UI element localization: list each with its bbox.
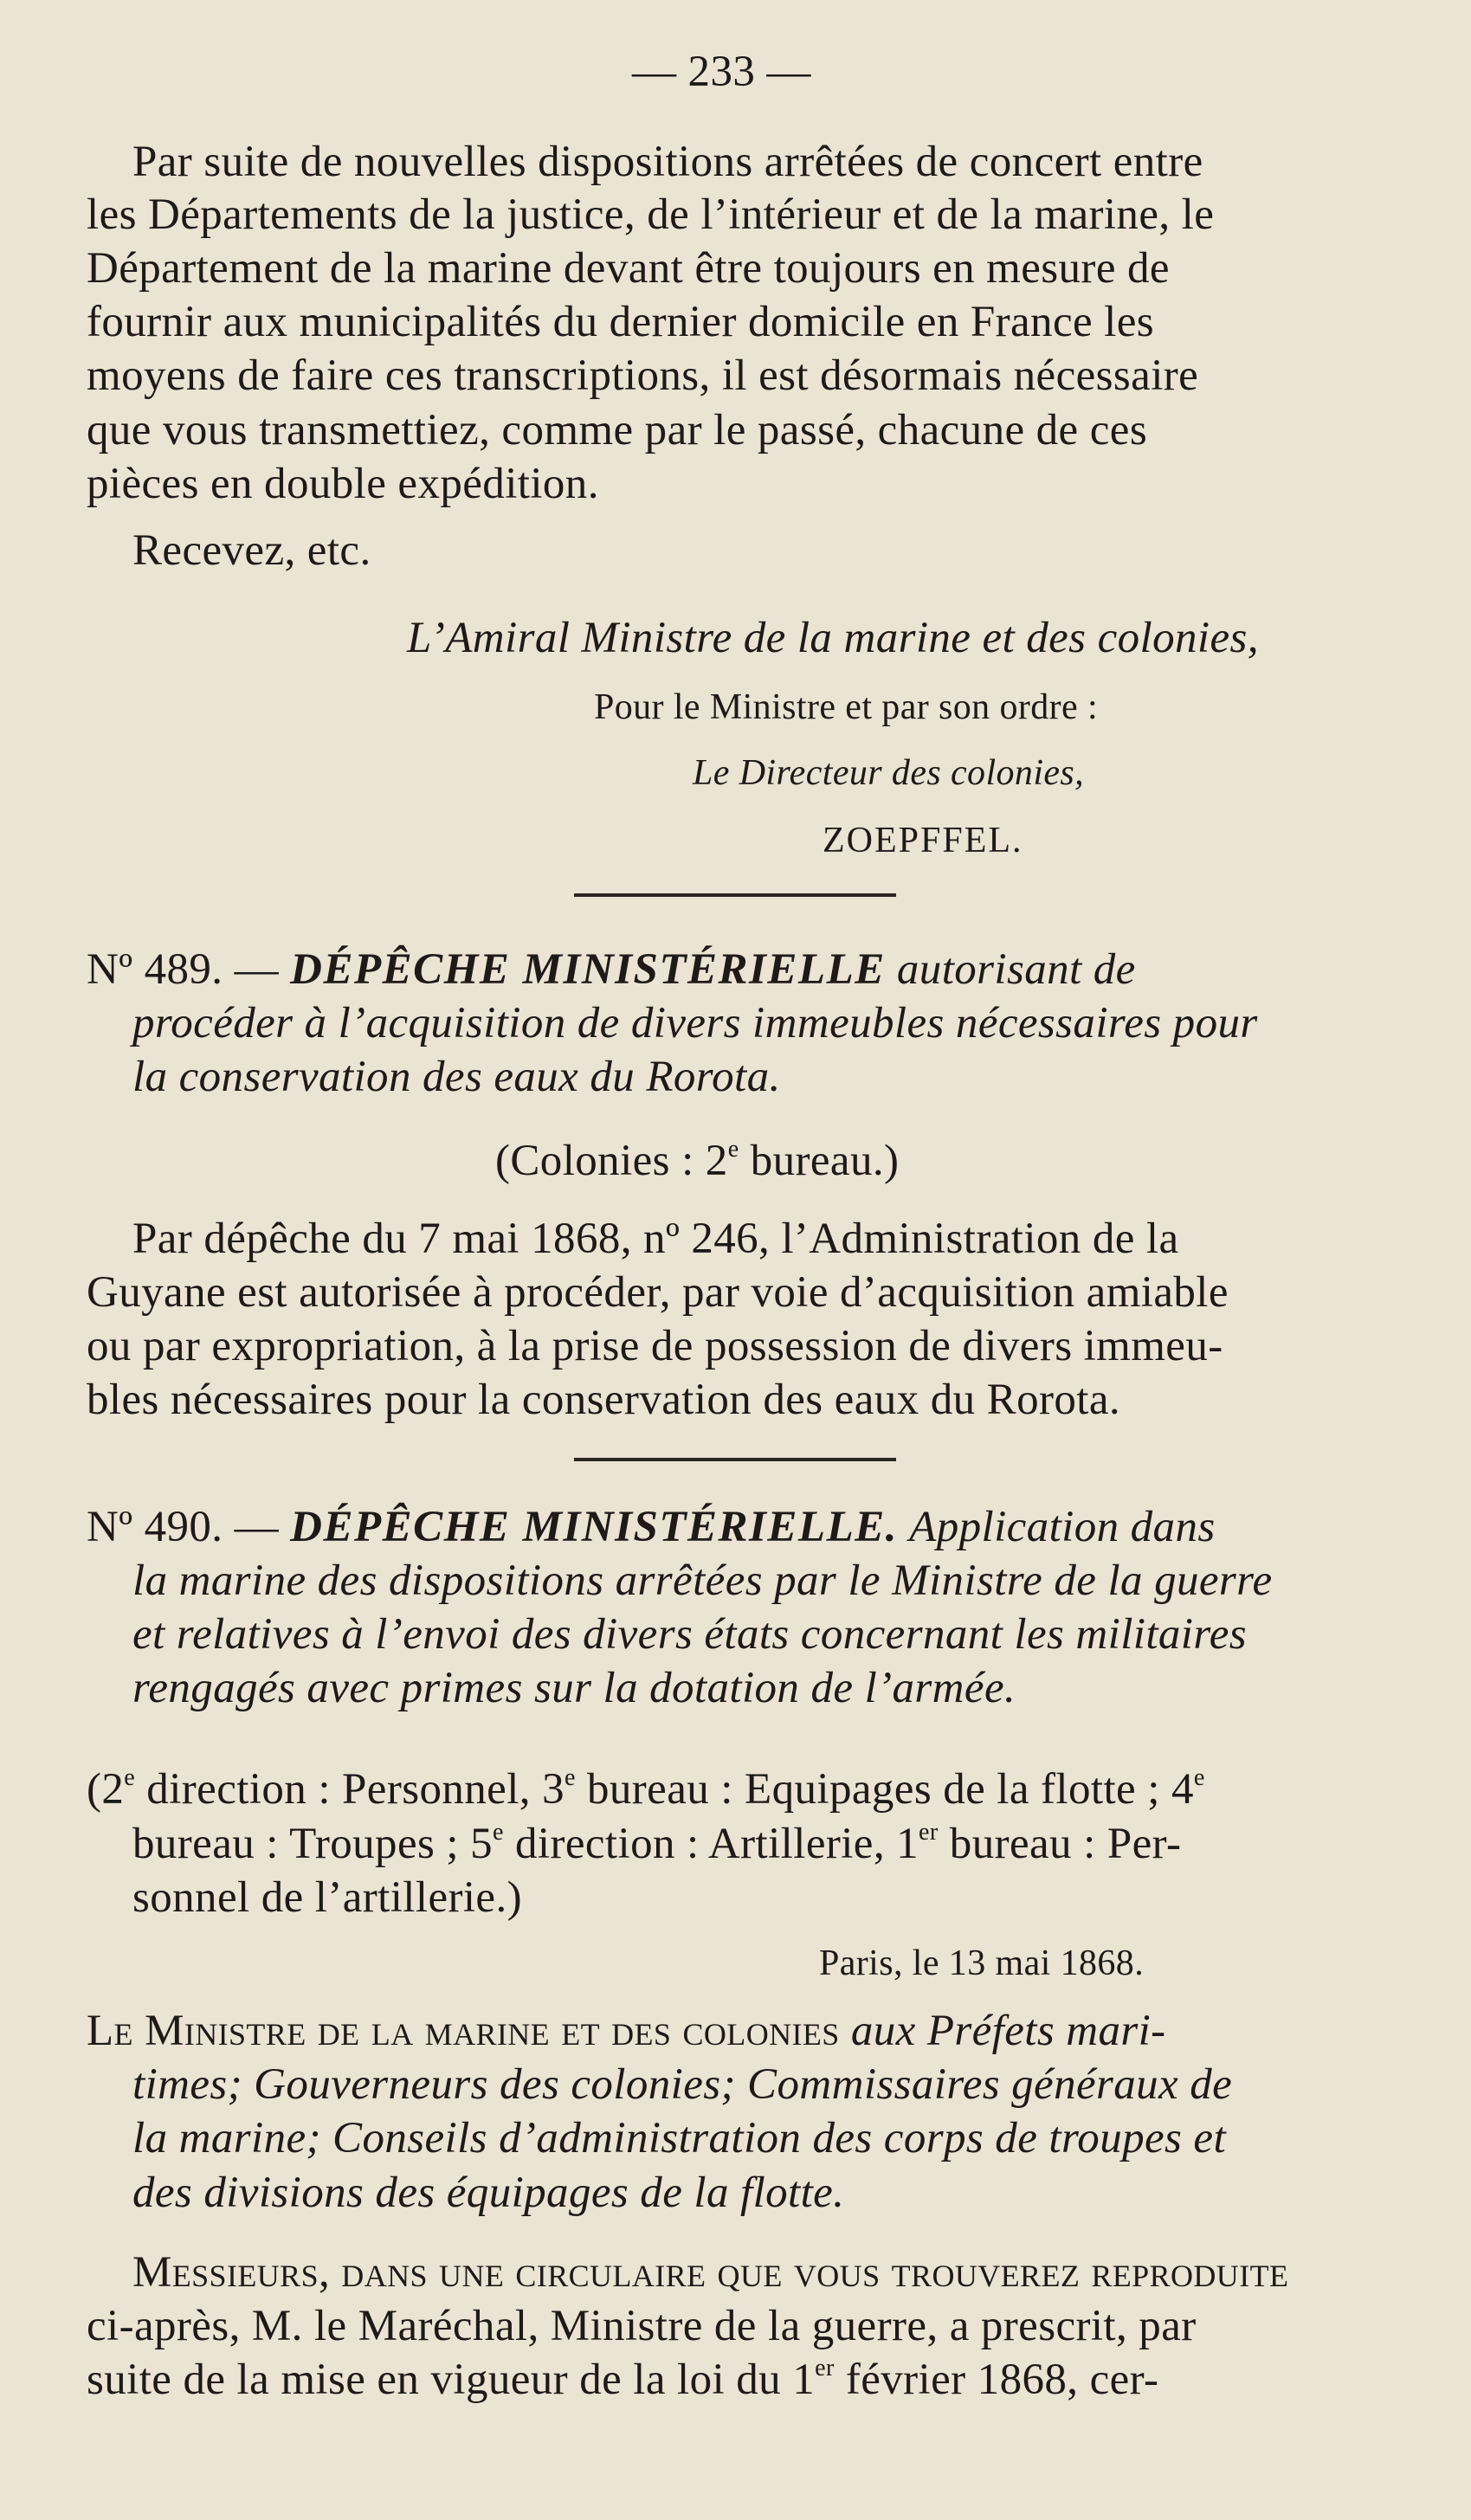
item-subject-start: Application dans: [909, 1503, 1216, 1551]
text-line: ou par expropriation, à la prise de possession de divers immeu-: [87, 1322, 1223, 1370]
signature-name: ZOEPFFEL.: [823, 821, 1023, 860]
direction-line: sonnel de l’artillerie.): [132, 1873, 522, 1922]
section-divider: [574, 893, 896, 897]
page-number: — 233 —: [632, 48, 811, 96]
office-text: (Colonies : 2: [495, 1137, 728, 1185]
item-subject-line: procéder à l’acquisition de divers immeubles nécessaires pour: [132, 999, 1258, 1047]
addressee-line: times; Gouverneurs des colonies; Commissaires généraux de: [132, 2060, 1233, 2109]
signature-by-order: Pour le Ministre et par son ordre :: [594, 687, 1099, 727]
closing-formula: Recevez, etc.: [132, 526, 371, 575]
recipients-start: aux Préfets mari-: [850, 2007, 1166, 2055]
text-line: bles nécessaires pour la conservation des eaux du Rorota.: [87, 1376, 1121, 1424]
item-number: Nº 489. —: [87, 945, 279, 994]
signature-title: L’Amiral Ministre de la marine et des colonies,: [407, 614, 1259, 662]
text-line: Guyane est autorisée à procéder, par voie d’acquisition amiable: [87, 1268, 1229, 1317]
item-number: Nº 490. —: [87, 1503, 279, 1551]
office-reference: [495, 1134, 899, 1188]
addressee-line: [87, 2004, 1166, 2058]
text-line: Par dépêche du 7 mai 1868, nº 246, l’Administration de la: [132, 1215, 1179, 1263]
text-line: les Départements de la justice, de l’intérieur et de la marine, le: [87, 190, 1215, 239]
office-sup: e: [727, 1135, 739, 1163]
text-line: moyens de faire ces transcriptions, il est désormais nécessaire: [87, 351, 1199, 400]
item-490-heading-line: [87, 1500, 1216, 1554]
sender: Le Ministre de la marine et des colonies: [87, 2007, 840, 2055]
office-text-end: bureau.): [739, 1137, 900, 1185]
dateline: Paris, le 13 mai 1868.: [819, 1943, 1145, 1983]
text-line: suite de la mise en vigueur de la loi du 1er février 1868, cer-: [87, 2354, 1159, 2404]
text-line: fournir aux municipalités du dernier domicile en France les: [87, 298, 1155, 346]
direction-line: (2e direction : Personnel, 3e bureau : Equipages de la flotte ; 4e: [87, 1763, 1205, 1814]
text-line: Département de la marine devant être toujours en mesure de: [87, 244, 1170, 293]
item-489-heading-line: [87, 943, 1136, 996]
item-subject-line: la conservation des eaux du Rorota.: [132, 1053, 781, 1101]
text-line: que vous transmettiez, comme par le passé, chacune de ces: [87, 406, 1148, 454]
item-heading: DÉPÊCHE MINISTÉRIELLE: [290, 945, 886, 994]
item-heading: DÉPÊCHE MINISTÉRIELLE.: [290, 1503, 898, 1551]
text-line: ci-après, M. le Maréchal, Ministre de la guerre, a prescrit, par: [87, 2302, 1197, 2350]
item-subject-line: la marine des dispositions arrêtées par le Ministre de la guerre: [132, 1556, 1273, 1605]
addressee-line: des divisions des équipages de la flotte.: [132, 2169, 845, 2217]
item-subject-start: autorisant de: [896, 945, 1136, 994]
item-subject-line: et relatives à l’envoi des divers états concernant les militaires: [132, 1610, 1248, 1659]
section-divider: [574, 1458, 896, 1461]
text-line: Par suite de nouvelles dispositions arrêtées de concert entre: [132, 138, 1203, 186]
item-subject-line: rengagés avec primes sur la dotation de l’armée.: [132, 1664, 1016, 1712]
direction-line: bureau : Troupes ; 5e direction : Artillerie, 1er bureau : Per-: [132, 1818, 1182, 1868]
signature-director: Le Directeur des colonies,: [693, 753, 1085, 793]
addressee-line: la marine; Conseils d’administration des corps de troupes et: [132, 2114, 1227, 2162]
text-line: pièces en double expédition.: [87, 460, 599, 508]
text-line: Messieurs, dans une circulaire que vous trouverez reproduite: [132, 2248, 1289, 2297]
